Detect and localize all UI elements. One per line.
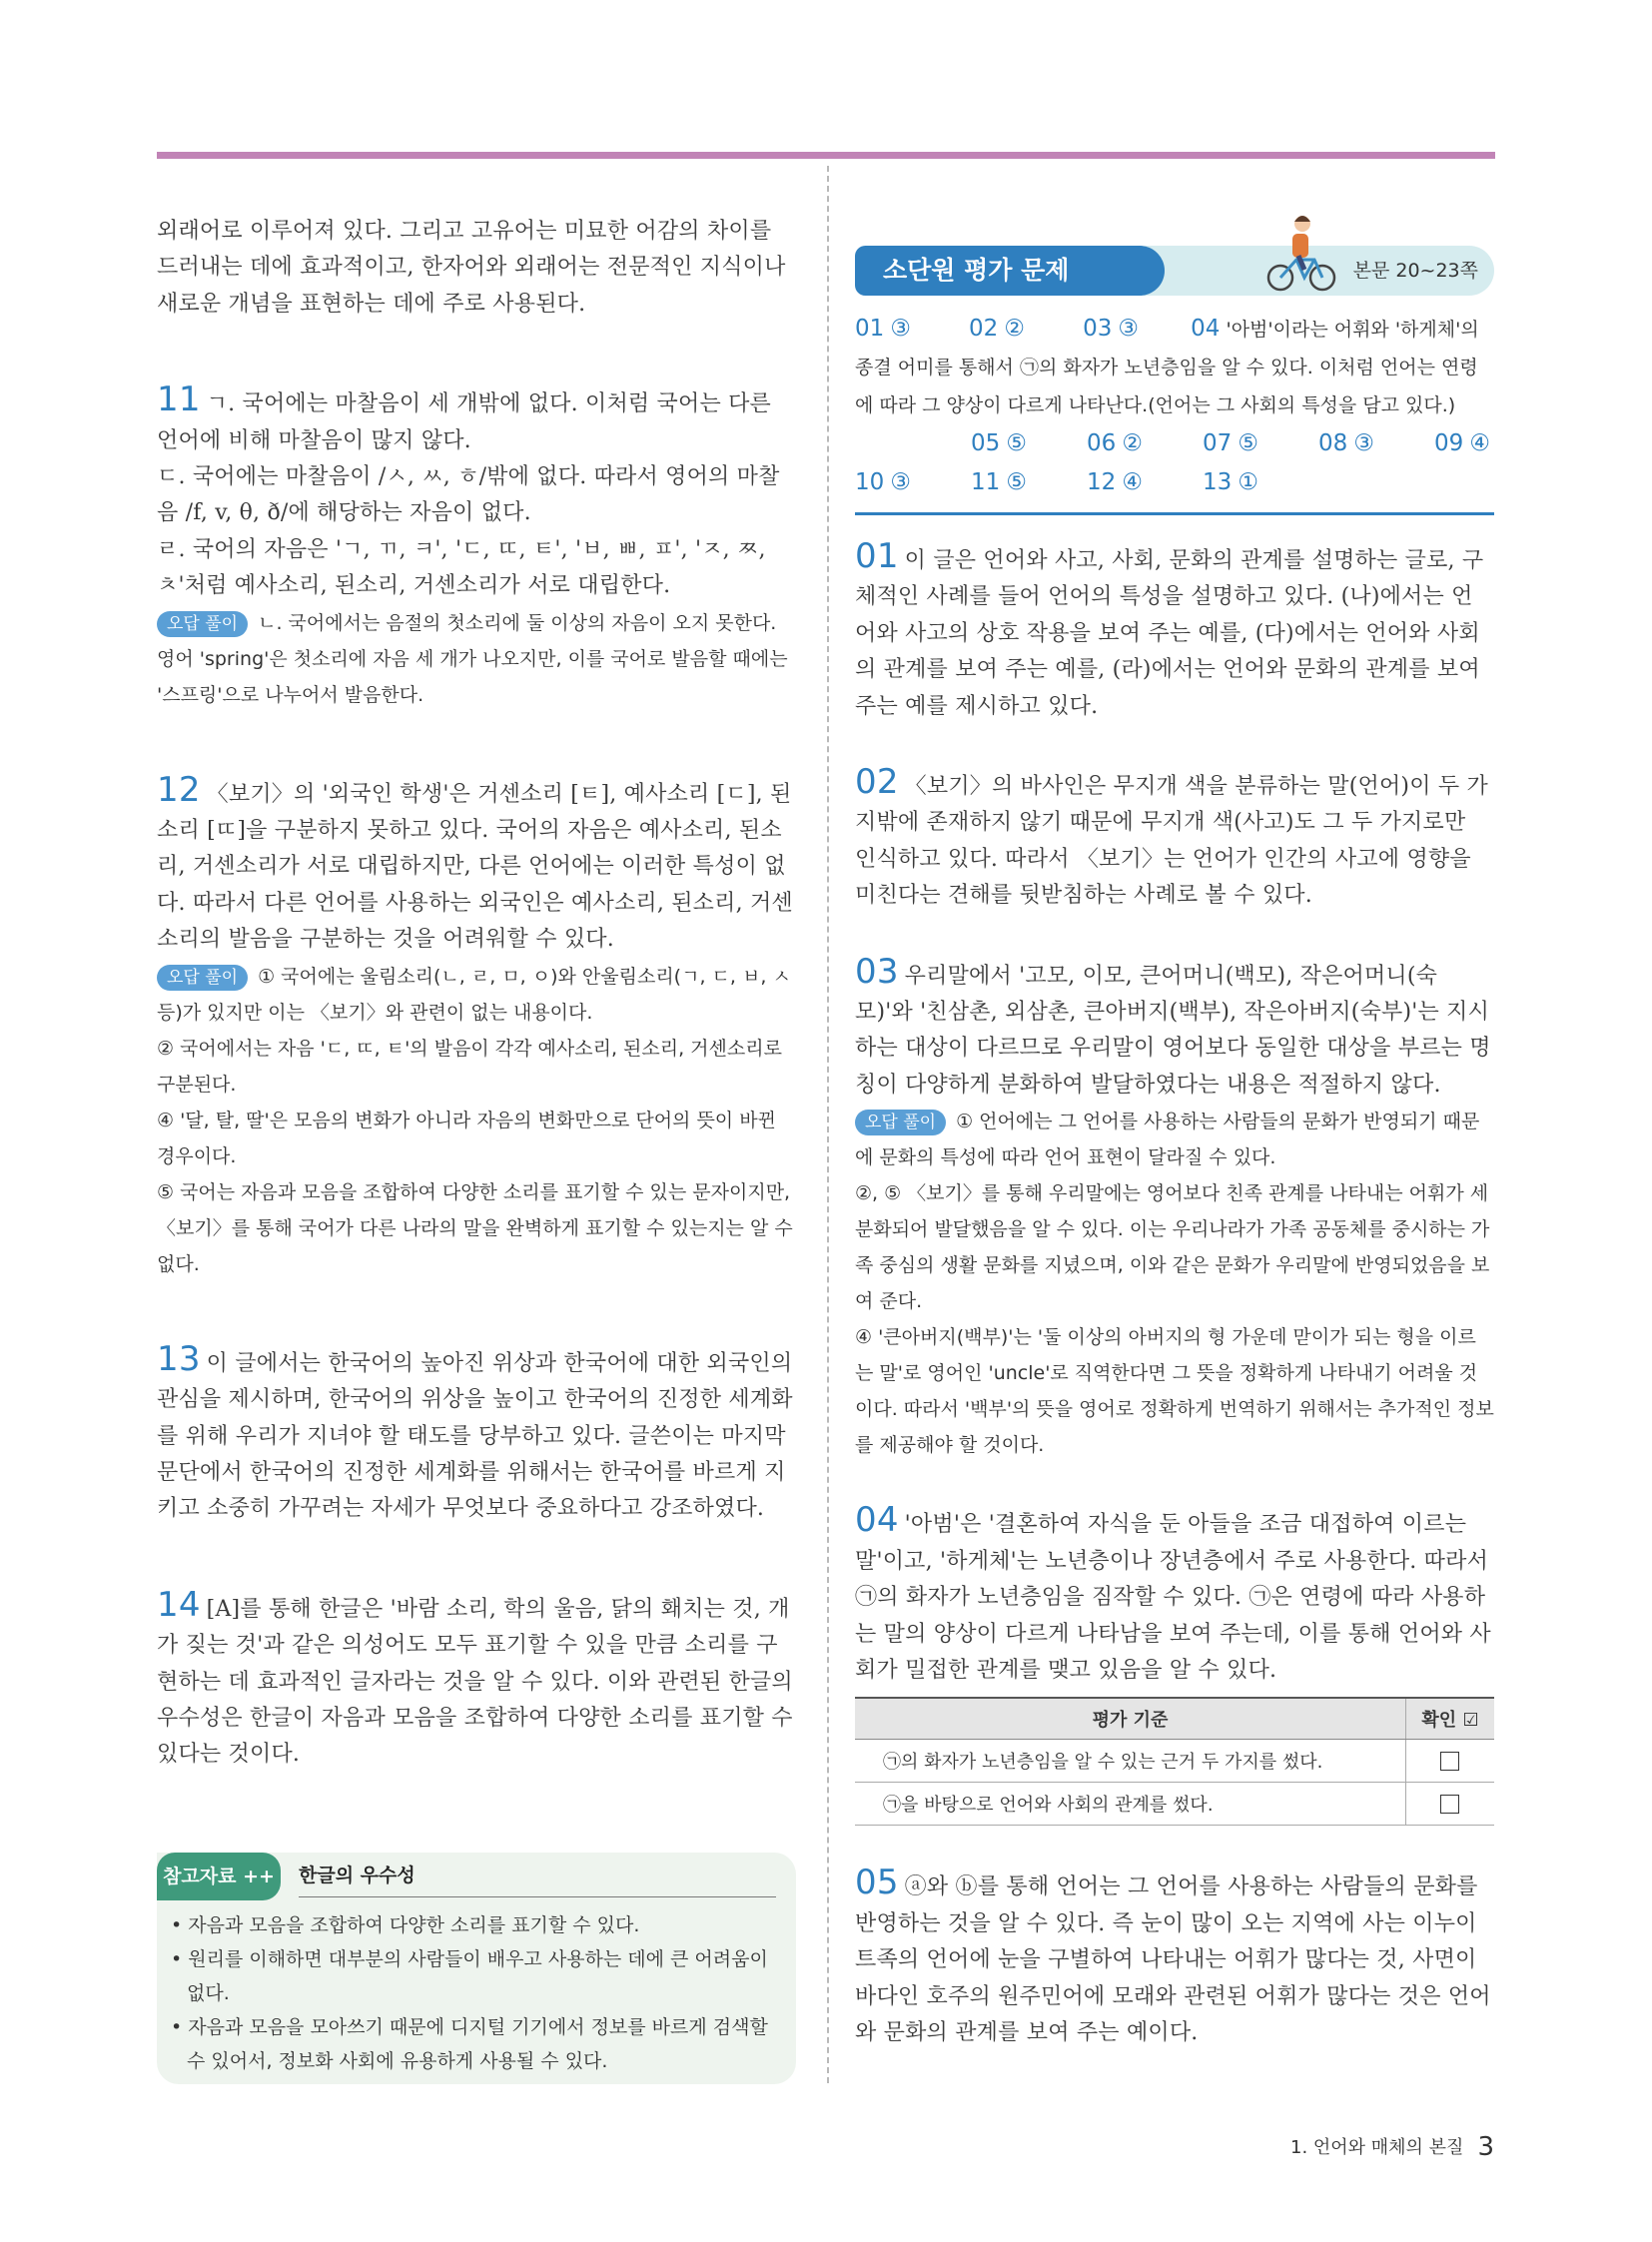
right-column — [855, 246, 1494, 2051]
question-number: 12 — [157, 769, 201, 810]
criteria-text: ㉠의 화자가 노년층임을 알 수 있는 근거 두 가지를 썼다. — [855, 1740, 1406, 1783]
answer-item: 10 ③ — [855, 469, 911, 495]
q14-text: [A]를 통해 한글은 '바람 소리, 학의 울음, 닭의 홰치는 것, 개가 짖는 것'과 같은 의성어도 모두 표기할 수 있을 만큼 소리를 구현하는 데 효과적인 글자라는 것을 알 수 있다. 이와 관련된 한글의 우수성은 한글이 자음과 모음을 조합하여 다양한 소리를 표기할 수 있다는 것이다. — [157, 1596, 793, 1768]
question-05 — [855, 1863, 1494, 2051]
answer-number: 03 — [1083, 316, 1113, 342]
evaluation-table — [855, 1697, 1494, 1826]
question-01 — [855, 536, 1494, 725]
answer-key — [855, 310, 1494, 502]
q04-answer-text: '아범'이라는 어휘와 '하게체'의 종결 어미를 통해서 ㉠의 화자가 노년층임을 알 수 있다. 이처럼 언어는 연령에 따라 그 양상이 다르게 나타난다.(언어는 그 사회의 특성을 담고 있다.) — [855, 319, 1479, 416]
q12-text: 〈보기〉의 '외국인 학생'은 거센소리 [ㅌ], 예사소리 [ㄷ], 된소리 [ㄸ]을 구분하지 못하고 있다. 국어의 자음은 예사소리, 된소리, 거센소리가 서로 대립하지만, 다른 언어에는 이러한 특성이 없다. 따라서 다른 언어를 사용하는 외국인은 예사소리, 된소리, 거센소리의 발음을 구분하는 것을 어려워할 수 있다. — [157, 781, 793, 953]
answer-key-rule — [855, 512, 1494, 515]
table-header-criteria: 평가 기준 — [855, 1698, 1406, 1740]
q02-text: 〈보기〉의 바사인은 무지개 색을 분류하는 말(언어)이 두 가지밖에 존재하지 않기 때문에 무지개 색(사고)도 그 두 가지로만 인식하고 있다. 따라서 〈보기〉는 언어가 인간의 사고에 영향을 미친다는 견해를 뒷받침하는 사례로 볼 수 있다. — [855, 774, 1488, 909]
question-number: 02 — [855, 762, 899, 803]
answer-item: 07 ⑤ — [1203, 430, 1258, 456]
q05-text: ⓐ와 ⓑ를 통해 언어는 그 언어를 사용하는 사람들의 문화를 반영하는 것을 알 수 있다. 즉 눈이 많이 오는 지역에 사는 이누이트족의 언어에 눈을 구별하여 나타내는 어휘가 많다는 것, 사면이 바다인 호주의 원주민어에 모래와 관련된 어휘가 많다는 것은 언어와 문화의 관계를 보여 주는 예이다. — [855, 1874, 1491, 2045]
answer-choice: ③ — [1118, 316, 1140, 342]
question-number: 01 — [855, 536, 899, 576]
q12-wrong-1: ① 국어에는 울림소리(ㄴ, ㄹ, ㅁ, ㅇ)와 안울림소리(ㄱ, ㄷ, ㅂ, ㅅ 등)가 있지만 이는 〈보기〉와 관련이 없는 내용이다. — [157, 965, 791, 1024]
answer-choice: ② — [1004, 316, 1025, 342]
table-row — [855, 1783, 1494, 1826]
section-header — [855, 246, 1494, 296]
answer-choice: ③ — [890, 316, 911, 342]
list-item: • 자음과 모음을 모아쓰기 때문에 디지털 기기에서 정보를 바르게 검색할 수 있어서, 정보화 사회에 유용하게 사용될 수 있다. — [171, 2016, 768, 2072]
list-item: • 원리를 이해하면 대부분의 사람들이 배우고 사용하는 데에 큰 어려움이 없다. — [171, 1948, 768, 2004]
question-number: 03 — [855, 951, 899, 992]
answer-number: 02 — [969, 316, 999, 342]
question-number: 13 — [157, 1338, 201, 1379]
question-number: 14 — [157, 1584, 201, 1625]
reference-tag: 참고자료 ++ — [157, 1853, 281, 1900]
q11-line-1: ㄱ. 국어에는 마찰음이 세 개밖에 없다. 이처럼 국어는 다른 언어에 비해 마찰음이 많지 않다. — [157, 391, 772, 453]
q04-text: '아범'은 '결혼하여 자식을 둔 아들을 조금 대접하여 이르는 말'이고, '하게체'는 노년층이나 장년층에서 주로 사용한다. 따라서 ㉠의 화자가 노년층임을 짐작할 수 있다. ㉠은 연령에 따라 사용하는 말의 양상이 다르게 나타남을 보여 주는데, 이를 통해 언어와 사회가 밀접한 관계를 맺고 있음을 알 수 있다. — [855, 1512, 1491, 1683]
wrong-answer-badge: 오답 풀이 — [157, 965, 248, 991]
answer-item: 13 ① — [1203, 469, 1258, 495]
top-rule — [157, 152, 1495, 159]
reference-title: 한글의 우수성 — [299, 1865, 415, 1886]
reference-list — [171, 1908, 780, 2078]
q03-wrong-2: ②, ⑤ 〈보기〉를 통해 우리말에는 영어보다 친족 관계를 나타내는 어휘가 세분화되어 발달했음을 알 수 있다. 이는 우리나라가 가족 공동체를 중시하는 가족 중심의 생활 문화를 지녔으며, 이와 같은 문화가 우리말에 반영되었음을 보여 준다. — [855, 1182, 1490, 1313]
question-14 — [157, 1584, 796, 1774]
cyclist-icon — [1266, 208, 1336, 296]
checkbox[interactable] — [1440, 1795, 1459, 1814]
reference-title-rule — [299, 1896, 776, 1897]
list-item: • 자음과 모음을 조합하여 다양한 소리를 표기할 수 있다. — [171, 1914, 640, 1936]
page-footer — [1290, 2132, 1494, 2162]
q03-text: 우리말에서 '고모, 이모, 큰어머니(백모), 작은어머니(숙모)'와 '친삼촌, 외삼촌, 큰아버지(백부), 작은아버지(숙부)'는 지시하는 대상이 다르므로 우리말이 영어보다 동일한 대상을 부르는 명칭이 다양하게 분화하여 발달하였다는 내용은 적절하지 않다. — [855, 963, 1491, 1098]
question-03 — [855, 951, 1494, 1464]
q13-text: 이 글에서는 한국어의 높아진 위상과 한국어에 대한 외국인의 관심을 제시하며, 한국어의 위상을 높이고 한국어의 진정한 세계화를 위해 우리가 지녀야 할 태도를 당부하고 있다. 글쓴이는 마지막 문단에서 한국어의 진정한 세계화를 위해서는 한국어를 바르게 지키고 소중히 가꾸려는 자세가 무엇보다 중요하다고 강조하였다. — [157, 1350, 793, 1522]
q01-text: 이 글은 언어와 사고, 사회, 문화의 관계를 설명하는 글로, 구체적인 사례를 들어 언어의 특성을 설명하고 있다. (나)에서는 언어와 사고의 상호 작용을 보여 주는 예를, (다)에서는 언어와 사회의 관계를 보여 주는 예를, (라)에서는 언어와 문화의 관계를 보여 주는 예를 제시하고 있다. — [855, 548, 1484, 719]
left-column — [157, 214, 796, 1774]
column-divider — [827, 166, 829, 2083]
table-header-check: 확인 ☑ — [1406, 1698, 1495, 1740]
q03-wrong-1: ① 언어에는 그 언어를 사용하는 사람들의 문화가 반영되기 때문에 문화의 특성에 따라 언어 표현이 달라질 수 있다. — [855, 1111, 1480, 1169]
q12-wrong-2: ② 국어에서는 자음 'ㄷ, ㄸ, ㅌ'의 발음이 각각 예사소리, 된소리, 거센소리로 구분된다. — [157, 1037, 782, 1096]
wrong-answer-badge: 오답 풀이 — [157, 611, 248, 637]
reference-box — [157, 1853, 796, 2084]
section-title: 소단원 평가 문제 — [855, 246, 1165, 296]
question-13 — [157, 1338, 796, 1528]
answer-item: 08 ③ — [1318, 430, 1374, 456]
answer-item: 12 ④ — [1087, 469, 1143, 495]
answer-item: 05 ⑤ — [971, 430, 1027, 456]
q11-wrong-text: ㄴ. 국어에서는 음절의 첫소리에 둘 이상의 자음이 오지 못한다. 영어 'spring'은 첫소리에 자음 세 개가 나오지만, 이를 국어로 발음할 때에는 '스프링'으로 나누어서 발음한다. — [157, 611, 788, 706]
criteria-text: ㉠을 바탕으로 언어와 사회의 관계를 썼다. — [855, 1783, 1406, 1826]
q03-wrong-4: ④ '큰아버지(백부)'는 '둘 이상의 아버지의 형 가운데 맏이가 되는 형을 이르는 말'로 영어인 'uncle'로 직역한다면 그 뜻을 정확하게 나타내기 어려울 것이다. 따라서 '백부'의 뜻을 영어로 정확하게 번역하기 위해서는 추가적인 정보를 제공해야 할 것이다. — [855, 1326, 1494, 1457]
intro-text: 외래어로 이루어져 있다. 그리고 고유어는 미묘한 어감의 차이를 드러내는 데에 효과적이고, 한자어와 외래어는 전문적인 지식이나 새로운 개념을 표현하는 데에 주로 사용된다. — [157, 219, 786, 317]
answer-item: 06 ② — [1087, 430, 1143, 456]
table-row — [855, 1740, 1494, 1783]
question-number: 05 — [855, 1863, 899, 1903]
answer-item: 11 ⑤ — [971, 469, 1027, 495]
q11-line-2: ㄷ. 국어에는 마찰음이 /ㅅ, ㅆ, ㅎ/밖에 없다. 따라서 영어의 마찰음 /f, v, θ, ð/에 해당하는 자음이 없다. — [157, 464, 780, 526]
q12-wrong-4: ④ '달, 탈, 딸'은 모음의 변화가 아니라 자음의 변화만으로 단어의 뜻이 바뀐 경우이다. — [157, 1109, 776, 1167]
answer-number: 01 — [855, 316, 885, 342]
answer-item: 09 ④ — [1434, 430, 1490, 456]
q12-wrong-5: ⑤ 국어는 자음과 모음을 조합하여 다양한 소리를 표기할 수 있는 문자이지만, 〈보기〉를 통해 국어가 다른 나라의 말을 완벽하게 표기할 수 있는지는 알 수 없다. — [157, 1180, 793, 1275]
chapter-title: 1. 언어와 매체의 본질 — [1290, 2137, 1464, 2158]
wrong-answer-badge: 오답 풀이 — [855, 1110, 946, 1135]
question-02 — [855, 762, 1494, 915]
answer-number: 04 — [1191, 316, 1221, 342]
question-04 — [855, 1500, 1494, 1826]
question-11 — [157, 379, 796, 712]
checkbox[interactable] — [1440, 1752, 1459, 1771]
question-number: 11 — [157, 379, 201, 420]
page-number: 3 — [1477, 2132, 1494, 2162]
question-12 — [157, 769, 796, 1282]
page-range: 본문 20~23쪽 — [1352, 260, 1478, 282]
question-number: 04 — [855, 1500, 899, 1541]
q11-line-3: ㄹ. 국어의 자음은 'ㄱ, ㄲ, ㅋ', 'ㄷ, ㄸ, ㅌ', 'ㅂ, ㅃ, ㅍ', 'ㅈ, ㅉ, ㅊ'처럼 예사소리, 된소리, 거센소리가 서로 대립한다. — [157, 536, 766, 599]
